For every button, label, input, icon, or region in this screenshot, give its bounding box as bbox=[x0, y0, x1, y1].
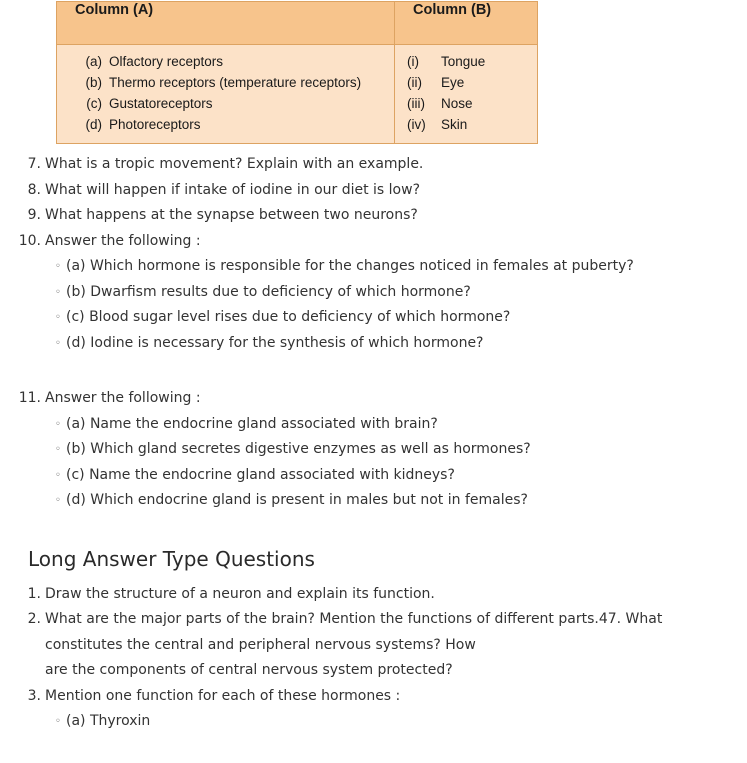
item-label: (iii) bbox=[407, 96, 425, 111]
item-text: Thermo receptors (temperature receptors) bbox=[109, 75, 362, 90]
circle-bullet-icon: ◦ bbox=[55, 444, 61, 455]
item-label: (ii) bbox=[407, 75, 422, 90]
item-label: (d) bbox=[85, 117, 102, 132]
document-body bbox=[0, 152, 747, 735]
question-line-3: are the components of central nervous system protected? bbox=[45, 662, 453, 678]
question-11-sublist bbox=[0, 412, 747, 514]
sub-question-text: (c) Name the endocrine gland associated with kidneys? bbox=[66, 466, 455, 483]
question-text: Answer the following : bbox=[45, 232, 201, 249]
question-number: 7. bbox=[27, 156, 41, 172]
column-a-header-label: Column (A) bbox=[75, 2, 154, 18]
circle-bullet-icon: ◦ bbox=[55, 286, 61, 298]
question-item-9 bbox=[0, 203, 747, 229]
question-line-1: Draw the structure of a neuron and explain its function. bbox=[45, 585, 435, 602]
question-number: 2. bbox=[27, 611, 41, 627]
sub-question-d bbox=[0, 331, 747, 357]
sub-question-text: (b) Dwarfism results due to deficiency of which hormone? bbox=[66, 283, 471, 300]
question-text: What will happen if intake of iodine in our diet is low? bbox=[45, 181, 421, 198]
column-b-header bbox=[395, 2, 538, 45]
list-item bbox=[57, 51, 394, 72]
sub-question-text: (b) Which gland secretes digestive enzymes as well as hormones? bbox=[66, 441, 531, 457]
item-label: (a) bbox=[85, 54, 102, 69]
sub-question-text: (d) Iodine is necessary for the synthesis of which hormone? bbox=[66, 334, 484, 351]
match-columns-table bbox=[56, 1, 538, 144]
long-answer-3-sublist bbox=[0, 709, 747, 735]
circle-bullet-icon: ◦ bbox=[55, 716, 61, 727]
section-gap bbox=[0, 514, 747, 544]
sub-question-c bbox=[0, 305, 747, 331]
question-line-1: Mention one function for each of these hormones : bbox=[45, 687, 401, 704]
long-answer-item-1 bbox=[0, 582, 747, 608]
list-item bbox=[395, 93, 537, 114]
question-item-7 bbox=[0, 152, 747, 178]
circle-bullet-icon: ◦ bbox=[55, 261, 61, 272]
list-item bbox=[395, 114, 537, 135]
question-line-1: What are the major parts of the brain? Mention the functions of different parts.47. What bbox=[45, 611, 663, 627]
item-label: (c) bbox=[86, 96, 102, 111]
question-number: 10. bbox=[18, 232, 41, 249]
list-item bbox=[395, 72, 537, 93]
long-answer-item-3 bbox=[0, 684, 747, 710]
circle-bullet-icon: ◦ bbox=[55, 337, 61, 349]
item-label: (iv) bbox=[407, 117, 426, 132]
item-text: Skin bbox=[441, 117, 468, 132]
match-columns-table-container bbox=[56, 1, 537, 144]
long-answer-item-2 bbox=[0, 607, 747, 684]
question-text bbox=[45, 684, 747, 710]
question-text: Answer the following : bbox=[45, 390, 201, 406]
sub-question-a bbox=[0, 709, 747, 735]
item-label: (b) bbox=[85, 75, 102, 90]
circle-bullet-icon: ◦ bbox=[55, 418, 61, 430]
item-text: Olfactory receptors bbox=[109, 54, 224, 69]
question-10-sublist bbox=[0, 254, 747, 356]
sub-question-a bbox=[0, 412, 747, 438]
table-head bbox=[57, 2, 538, 45]
heading-gap bbox=[0, 574, 747, 582]
sub-question-c bbox=[0, 463, 747, 489]
list-item bbox=[57, 93, 394, 114]
sub-question-b bbox=[0, 437, 747, 463]
question-11-list bbox=[0, 386, 747, 412]
question-number: 9. bbox=[27, 207, 41, 223]
item-text: Nose bbox=[441, 96, 473, 111]
question-number: 8. bbox=[27, 181, 41, 198]
column-b-cell bbox=[395, 45, 538, 144]
sub-question-text: (d) Which endocrine gland is present in males but not in females? bbox=[66, 492, 528, 508]
question-text: What is a tropic movement? Explain with an example. bbox=[45, 156, 424, 172]
question-item-8 bbox=[0, 178, 747, 204]
column-a-cell bbox=[57, 45, 395, 144]
item-text: Gustatoreceptors bbox=[109, 96, 213, 111]
list-item bbox=[57, 72, 394, 93]
circle-bullet-icon: ◦ bbox=[55, 495, 61, 506]
question-text bbox=[45, 607, 747, 684]
circle-bullet-icon: ◦ bbox=[55, 469, 61, 481]
question-item-10 bbox=[0, 229, 747, 255]
sub-question-d bbox=[0, 488, 747, 514]
sub-question-text: (a) Name the endocrine gland associated with brain? bbox=[66, 415, 438, 432]
long-answer-question-list bbox=[0, 582, 747, 710]
list-item bbox=[395, 51, 537, 72]
paragraph-gap bbox=[0, 356, 747, 386]
question-number: 1. bbox=[27, 585, 41, 602]
column-b-header-label: Column (B) bbox=[413, 2, 492, 18]
list-item bbox=[57, 114, 394, 135]
question-line-2: constitutes the central and peripheral nervous systems? How bbox=[45, 636, 476, 653]
item-label: (i) bbox=[407, 54, 419, 69]
table-body bbox=[57, 45, 538, 144]
question-number: 3. bbox=[27, 687, 41, 704]
page-title: Long Answer Type Questions bbox=[28, 546, 315, 571]
item-text: Photoreceptors bbox=[109, 117, 201, 132]
question-item-11 bbox=[0, 386, 747, 412]
sub-question-text: (a) Thyroxin bbox=[66, 713, 151, 729]
sub-question-a bbox=[0, 254, 747, 280]
column-a-header bbox=[57, 2, 395, 45]
question-text: What happens at the synapse between two neurons? bbox=[45, 207, 418, 223]
short-answer-question-list bbox=[0, 152, 747, 254]
question-text bbox=[45, 582, 747, 608]
sub-question-b bbox=[0, 280, 747, 306]
circle-bullet-icon: ◦ bbox=[55, 312, 61, 323]
table-row bbox=[57, 45, 538, 144]
sub-question-text: (a) Which hormone is responsible for the changes noticed in females at puberty? bbox=[66, 258, 634, 274]
table-header-row bbox=[57, 2, 538, 45]
question-number: 11. bbox=[18, 390, 41, 406]
sub-question-text: (c) Blood sugar level rises due to deficiency of which hormone? bbox=[66, 309, 511, 325]
item-text: Tongue bbox=[441, 54, 486, 69]
item-text: Eye bbox=[441, 75, 465, 90]
